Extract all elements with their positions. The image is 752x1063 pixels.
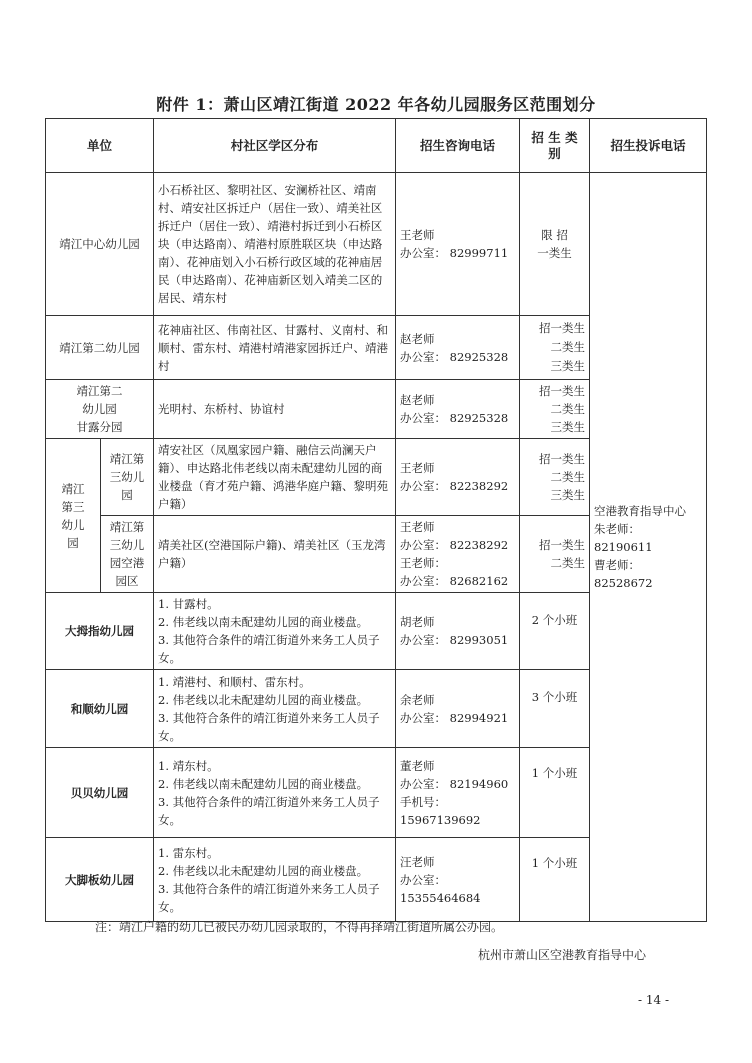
unit-line: 园 — [121, 488, 133, 502]
type-cell: 1 个小班 — [520, 748, 590, 838]
district-line: 1. 雷东村。 — [158, 845, 219, 860]
phone-line: 15967139692 — [400, 812, 481, 827]
district-line: 3. 其他符合条件的靖江街道外来务工人员子女。 — [158, 881, 380, 914]
header-type: 招 生 类 别 — [520, 119, 590, 173]
header-phone: 招生咨询电话 — [396, 119, 520, 173]
phone-cell — [396, 173, 520, 316]
type-line: 一类生 — [537, 246, 572, 260]
unit-line: 园区 — [115, 574, 139, 588]
phone-line: 办公室： — [400, 872, 447, 887]
table-header-row — [46, 119, 707, 173]
district-cell — [154, 670, 396, 748]
sub-unit-cell — [101, 439, 154, 516]
type-line: 二类生 — [550, 470, 586, 484]
district-cell: 小石桥社区、黎明社区、安澜桥社区、靖南村、靖安社区拆迁户（居住一致）、靖美社区拆迁户（居住一致）、靖港村拆迁到小石桥区块（申达路南）、靖港村原胜联区块（申达路南）、花神庙划入小石桥行政区域的花神庙居民（申达路南）、花神庙新区划入靖美二区的居民、靖东村 — [154, 173, 396, 316]
unit-line: 园空港 — [109, 556, 145, 570]
district-line: 2. 伟老线以北未配建幼儿园的商业楼盘。 — [158, 863, 369, 878]
footnote: 注：靖江户籍的幼儿已被民办幼儿园录取的，不得再择靖江街道所属公办园。 — [95, 920, 504, 934]
type-line: 限 招 — [541, 228, 568, 242]
header-unit: 单位 — [46, 119, 154, 173]
type-line: 招一类生 — [539, 538, 586, 552]
district-cell — [154, 838, 396, 922]
type-cell — [520, 516, 590, 593]
phone-line: 余老师 — [400, 692, 435, 707]
type-line: 二类生 — [550, 556, 586, 570]
header-district: 村社区学区分布 — [154, 119, 396, 173]
type-cell: 2 个小班 — [520, 593, 590, 670]
group-line: 第三 — [61, 499, 85, 514]
complaint-line: 曹老师： 82528672 — [594, 558, 653, 590]
page-title: 附件 1：萧山区靖江街道 2022 年各幼儿园服务区范围划分 — [156, 95, 596, 114]
unit-cell: 靖江中心幼儿园 — [46, 173, 154, 316]
phone-line: 办公室： 82994921 — [400, 710, 509, 725]
table-row — [46, 173, 707, 316]
unit-line: 三幼儿 — [109, 538, 145, 552]
phone-line: 办公室： 82925328 — [400, 349, 509, 364]
district-cell — [154, 593, 396, 670]
unit-cell: 大拇指幼儿园 — [46, 593, 154, 670]
phone-cell — [396, 670, 520, 748]
type-line: 招一类生 — [539, 321, 586, 335]
type-cell — [520, 380, 590, 439]
district-cell: 光明村、东桥村、协谊村 — [154, 380, 396, 439]
type-line: 招一类生 — [539, 384, 586, 398]
district-line: 2. 伟老线以北未配建幼儿园的商业楼盘。 — [158, 692, 369, 707]
unit-line: 靖江第 — [109, 520, 145, 534]
phone-line: 汪老师 — [400, 854, 435, 869]
phone-cell — [396, 316, 520, 380]
type-line: 三类生 — [550, 488, 586, 502]
header-complaint: 招生投诉电话 — [590, 119, 707, 173]
complaint-org: 空港教育指导中心 — [594, 504, 687, 518]
district-line: 3. 其他符合条件的靖江街道外来务工人员子女。 — [158, 633, 380, 665]
group-unit-cell — [46, 439, 101, 593]
district-line: 2. 伟老线以南未配建幼儿园的商业楼盘。 — [158, 776, 369, 791]
phone-line: 胡老师 — [400, 615, 435, 629]
group-line: 靖江 — [61, 481, 85, 496]
phone-line: 王老师： — [400, 556, 447, 570]
phone-line: 办公室： 82682162 — [400, 574, 509, 588]
type-line: 招一类生 — [539, 452, 586, 466]
phone-line: 15355464684 — [400, 890, 481, 905]
unit-line: 三幼儿 — [109, 470, 145, 484]
complaint-cell — [590, 173, 707, 922]
district-line: 2. 伟老线以南未配建幼儿园的商业楼盘。 — [158, 615, 369, 629]
phone-line: 王老师 — [400, 461, 435, 475]
phone-line: 董老师 — [400, 758, 435, 773]
complaint-line: 朱老师： 82190611 — [594, 522, 653, 554]
district-cell: 靖安社区（凤凰家园户籍、融信云尚澜天户籍）、申达路北伟老线以南未配建幼儿园的商业楼盘（育才苑户籍、鸿港华庭户籍、黎明苑户籍） — [154, 439, 396, 516]
phone-line: 手机号： — [400, 794, 447, 809]
type-cell — [520, 316, 590, 380]
issuing-organization: 杭州市萧山区空港教育指导中心 — [478, 948, 647, 962]
type-line: 二类生 — [550, 402, 586, 416]
type-line: 三类生 — [550, 359, 586, 373]
phone-line: 办公室： 82993051 — [400, 633, 509, 647]
district-line: 3. 其他符合条件的靖江街道外来务工人员子女。 — [158, 710, 380, 743]
unit-cell: 和顺幼儿园 — [46, 670, 154, 748]
district-cell — [154, 748, 396, 838]
district-cell: 花神庙社区、伟南社区、甘露村、义南村、和顺村、雷东村、靖港村靖港家园拆迁户、靖港村 — [154, 316, 396, 380]
unit-line: 幼儿园 — [82, 402, 117, 416]
district-cell: 靖美社区(空港国际户籍)、靖美社区（玉龙湾户籍） — [154, 516, 396, 593]
district-line: 3. 其他符合条件的靖江街道外来务工人员子女。 — [158, 794, 380, 827]
phone-line: 王老师 — [400, 520, 435, 534]
phone-line: 赵老师 — [400, 393, 435, 407]
phone-cell — [396, 380, 520, 439]
type-cell: 1 个小班 — [520, 838, 590, 922]
unit-cell — [46, 380, 154, 439]
phone-cell — [396, 516, 520, 593]
unit-line: 甘露分园 — [76, 420, 123, 434]
group-line: 园 — [67, 535, 79, 550]
phone-cell — [396, 593, 520, 670]
unit-cell: 大脚板幼儿园 — [46, 838, 154, 922]
district-line: 1. 甘露村。 — [158, 597, 219, 611]
type-cell: 3 个小班 — [520, 670, 590, 748]
phone-cell — [396, 439, 520, 516]
phone-cell — [396, 748, 520, 838]
type-line: 三类生 — [550, 420, 586, 434]
group-line: 幼儿 — [61, 517, 85, 532]
phone-cell — [396, 838, 520, 922]
phone-line: 办公室： 82194960 — [400, 776, 509, 791]
type-cell — [520, 173, 590, 316]
phone-line: 办公室： 82238292 — [400, 538, 509, 552]
phone-line: 办公室： 82925328 — [400, 411, 509, 425]
phone-line: 赵老师 — [400, 331, 435, 346]
unit-line: 靖江第 — [109, 452, 145, 466]
unit-cell: 靖江第二幼儿园 — [46, 316, 154, 380]
page-number: - 14 - — [638, 993, 670, 1007]
sub-unit-cell — [101, 516, 154, 593]
unit-cell: 贝贝幼儿园 — [46, 748, 154, 838]
phone-line: 办公室： 82238292 — [400, 479, 509, 493]
district-line: 1. 靖东村。 — [158, 758, 219, 773]
phone-line: 王老师 — [400, 228, 435, 242]
type-line: 二类生 — [550, 340, 586, 354]
service-area-table — [45, 118, 707, 922]
phone-line: 办公室： 82999711 — [400, 246, 509, 260]
type-cell — [520, 439, 590, 516]
district-line: 1. 靖港村、和顺村、雷东村。 — [158, 674, 311, 689]
unit-line: 靖江第二 — [76, 384, 123, 398]
